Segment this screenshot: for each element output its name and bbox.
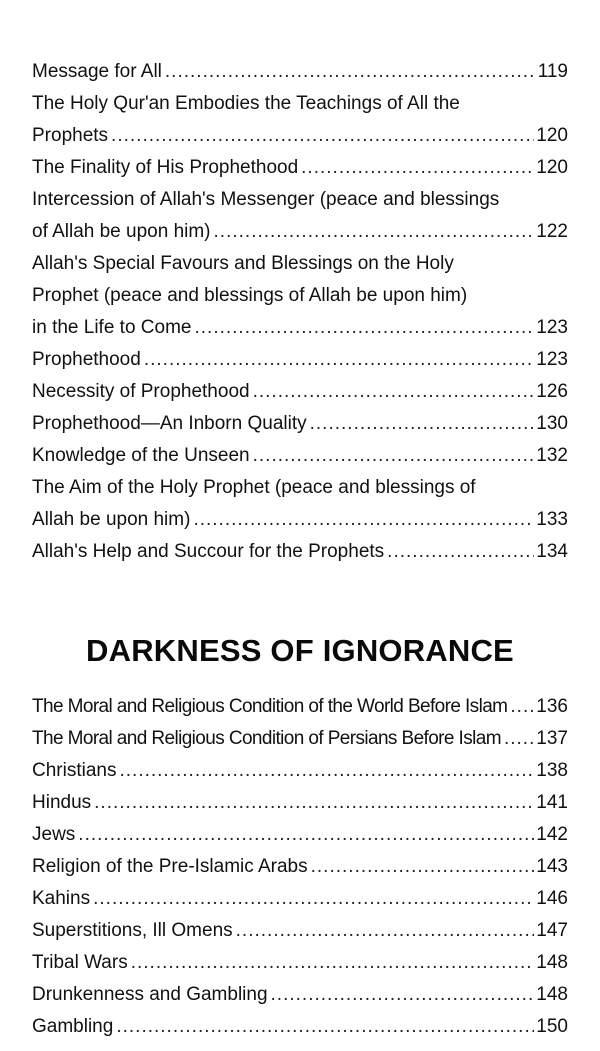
toc-entry-title: Christians [32,760,117,781]
dot-leader [253,440,535,472]
toc-entry-last-line [32,819,568,851]
toc-entry [32,755,568,787]
toc-entry-last-line [32,216,568,248]
toc-entry-title: The Moral and Religious Condition of Persians Before Islam [32,728,501,749]
dot-leader [214,216,535,248]
dot-leader [119,755,534,787]
toc-entry-title: Message for All [32,61,162,82]
toc-entry-page-number: 130 [536,413,568,434]
toc-entry-title-line: The Holy Qur'an Embodies the Teachings of All the [32,93,460,114]
toc-entry-last-line [32,1011,568,1043]
dot-leader [253,376,535,408]
toc-entry [32,915,568,947]
toc-entry [32,787,568,819]
toc-entry-last-line [32,120,568,152]
toc-entry-title: Hindus [32,792,92,813]
toc-entry-page-number: 119 [537,61,568,82]
dot-leader [271,979,535,1011]
toc-entry-last-line [32,755,568,787]
toc-entry-title-line: The Aim of the Holy Prophet (peace and blessings of [32,477,476,498]
toc-entry-last-line [32,883,568,915]
toc-entry-last-line [32,851,568,883]
toc-entry-page-number: 123 [536,349,568,370]
toc-entry-page-number: 147 [536,920,568,941]
dot-leader [311,851,535,883]
toc-entry [32,947,568,979]
dot-leader [165,56,536,88]
toc-entry-page-number: 138 [536,760,568,781]
toc-entry-page-number: 122 [536,221,568,242]
dot-leader [310,408,535,440]
toc-entry-title: Kahins [32,888,91,909]
toc-entry-title: Knowledge of the Unseen [32,445,250,466]
toc-entry-title: in the Life to Come [32,317,192,338]
toc-entry [32,344,568,376]
toc-entry-last-line [32,979,568,1011]
toc-entry-last-line [32,376,568,408]
toc-entry [32,883,568,915]
dot-leader [78,819,534,851]
toc-entry-title: The Moral and Religious Condition of the World Before Islam [32,696,508,717]
toc-entry-page-number: 120 [536,157,568,178]
toc-entry-title: Gambling [32,1016,114,1037]
dot-leader [144,344,534,376]
toc-entry [32,979,568,1011]
dot-leader [301,152,534,184]
toc-entry-page-number: 123 [536,317,568,338]
toc-entry-page-number: 137 [536,728,568,749]
toc-entry [32,1011,568,1043]
toc-entry-page-number: 134 [536,541,568,562]
toc-entry-page-number: 150 [536,1016,568,1037]
toc-section-prophethood [32,56,568,568]
dot-leader [194,312,534,344]
toc-entry-page-number: 142 [536,824,568,845]
toc-entry-page-number: 120 [536,125,568,146]
toc-entry-page-number: 132 [536,445,568,466]
toc-entry-page-number: 126 [536,381,568,402]
toc-entry-last-line [32,152,568,184]
toc-entry [32,691,568,723]
toc-entry-title: Tribal Wars [32,952,128,973]
toc-entry-title: of Allah be upon him) [32,221,211,242]
toc-entry-last-line [32,915,568,947]
toc-entry-title: Superstitions, Ill Omens [32,920,233,941]
toc-entry-title-line: Allah's Special Favours and Blessings on the Holy [32,253,454,274]
toc-entry-title: Necessity of Prophethood [32,381,250,402]
dot-leader [116,1011,534,1043]
toc-entry-list [32,691,568,1043]
toc-entry-last-line [32,691,568,723]
dot-leader [193,504,534,536]
toc-entry-last-line [32,408,568,440]
toc-entry-title: Allah's Help and Succour for the Prophets [32,541,385,562]
toc-entry [32,376,568,408]
toc-section-darkness-of-ignorance [32,691,568,1043]
section-heading: DARKNESS OF IGNORANCE [86,633,514,668]
dot-leader [504,723,534,755]
toc-entry-page-number: 133 [536,509,568,530]
dot-leader [131,947,535,979]
dot-leader [93,883,534,915]
toc-entry-title-line: Prophet (peace and blessings of Allah be upon him) [32,285,468,306]
toc-entry-page-number: 136 [536,696,568,717]
toc-entry-last-line [32,947,568,979]
toc-entry [32,851,568,883]
toc-entry-title: The Finality of His Prophethood [32,157,299,178]
toc-entry [32,472,568,536]
toc-entry-title: Allah be upon him) [32,509,191,530]
toc-entry-page-number: 141 [536,792,568,813]
toc-entry-last-line [32,312,568,344]
toc-entry-last-line [32,344,568,376]
toc-entry [32,536,568,568]
toc-entry-title: Religion of the Pre-Islamic Arabs [32,856,308,877]
toc-entry-page-number: 148 [536,952,568,973]
dot-leader [510,691,534,723]
toc-entry [32,88,568,152]
toc-entry-title: Drunkenness and Gambling [32,984,268,1005]
table-of-contents-page [32,56,568,1043]
toc-entry-title: Prophethood—An Inborn Quality [32,413,307,434]
toc-entry [32,248,568,344]
toc-entry-title: Jews [32,824,76,845]
toc-entry [32,408,568,440]
toc-entry-title: Prophethood [32,349,141,370]
toc-entry-page-number: 148 [536,984,568,1005]
toc-entry-last-line [32,56,568,88]
toc-entry-last-line [32,536,568,568]
toc-entry [32,184,568,248]
toc-entry [32,440,568,472]
toc-entry-page-number: 143 [536,856,568,877]
dot-leader [236,915,535,947]
toc-entry [32,819,568,851]
toc-entry-last-line [32,787,568,819]
section-gap [32,568,568,633]
toc-entry [32,723,568,755]
toc-entry-title-line: Intercession of Allah's Messenger (peace and blessings [32,189,500,210]
toc-entry-page-number: 146 [536,888,568,909]
toc-entry [32,56,568,88]
toc-entry-list [32,56,568,568]
dot-leader [111,120,534,152]
dot-leader [387,536,534,568]
toc-entry-last-line [32,504,568,536]
toc-entry [32,152,568,184]
toc-entry-last-line [32,723,568,755]
toc-entry-last-line [32,440,568,472]
toc-entry-title: Prophets [32,125,109,146]
dot-leader [94,787,534,819]
